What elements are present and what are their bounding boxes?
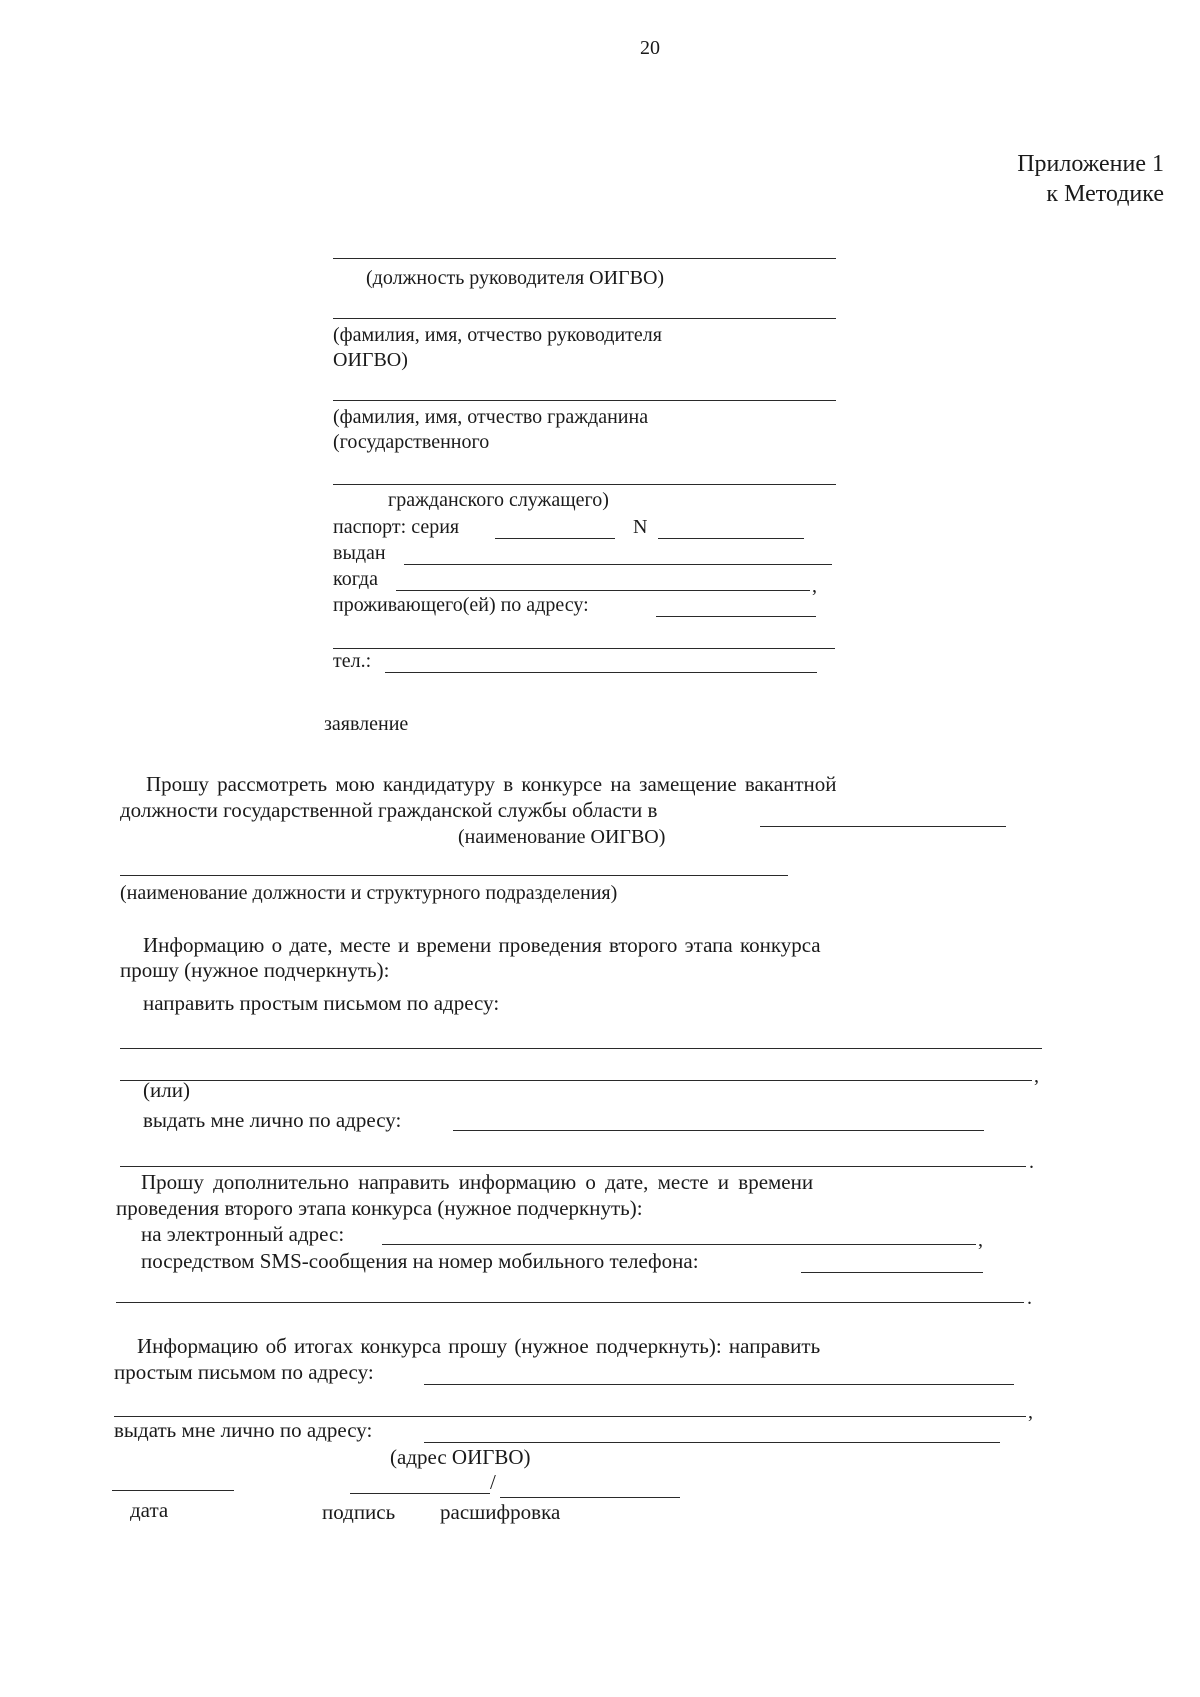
results-in-person-field[interactable] (424, 1442, 1000, 1443)
email-comma: , (978, 1229, 983, 1251)
citizen-caption-3: гражданского служащего) (388, 489, 609, 511)
additional-line-1: Прошу дополнительно направить информацию о дате, месте и времени (141, 1170, 814, 1194)
head-name-caption-1: (фамилия, имя, отчество руководителя (333, 324, 662, 346)
signature-slash: / (490, 1470, 496, 1494)
passport-series-label: паспорт: серия (333, 516, 460, 538)
issued-by-field[interactable] (404, 564, 832, 565)
in-person-address-field-2[interactable] (120, 1166, 1026, 1167)
citizen-name-field[interactable] (333, 400, 836, 401)
additional-sms: посредством SMS-сообщения на номер мобильного телефона: (141, 1249, 699, 1273)
results-in-person: выдать мне лично по адресу: (114, 1418, 373, 1442)
transcript-field[interactable] (500, 1497, 680, 1498)
document-title: заявление (324, 713, 409, 735)
results-mail-field-1[interactable] (424, 1384, 1014, 1385)
citizen-caption-1: (фамилия, имя, отчество гражданина (333, 406, 649, 428)
head-name-caption-2: ОИГВО) (333, 349, 408, 371)
date-caption: дата (130, 1498, 169, 1522)
phone-field[interactable] (385, 672, 817, 673)
residing-address-field[interactable] (656, 616, 816, 617)
passport-number-label: N (633, 516, 648, 538)
org-address-caption: (адрес ОИГВО) (390, 1445, 531, 1469)
citizen-caption-2: (государственного (333, 431, 490, 453)
org-name-caption: (наименование ОИГВО) (458, 826, 666, 848)
appendix-line-2: к Методике (1046, 181, 1164, 207)
transcript-caption: расшифровка (440, 1500, 561, 1524)
position-field[interactable] (120, 875, 788, 876)
mail-address-field-1[interactable] (120, 1048, 1042, 1049)
citizen-name-field-2[interactable] (333, 484, 836, 485)
date-field[interactable] (112, 1490, 234, 1491)
in-person-address-field-1[interactable] (453, 1130, 984, 1131)
second-stage-line-1: Информацию о дате, месте и времени проведения второго этапа конкурса (143, 933, 821, 957)
additional-line-2: проведения второго этапа конкурса (нужное подчеркнуть): (116, 1196, 643, 1220)
results-line-2: простым письмом по адресу: (114, 1360, 374, 1384)
page-number: 20 (640, 37, 660, 59)
head-position-field[interactable] (333, 258, 836, 259)
results-mail-field-2[interactable] (114, 1416, 1026, 1417)
in-person-address-period: . (1029, 1151, 1034, 1173)
issued-when-comma: , (812, 575, 817, 597)
results-mail-comma: , (1028, 1401, 1033, 1423)
request-line-2: должности государственной гражданской службы области в (120, 798, 658, 822)
signature-field[interactable] (350, 1493, 490, 1494)
residing-label: проживающего(ей) по адресу: (333, 594, 589, 616)
issued-when-label: когда (333, 568, 378, 590)
second-stage-in-person: выдать мне лично по адресу: (143, 1108, 402, 1132)
passport-number-field[interactable] (658, 538, 804, 539)
second-stage-by-mail: направить простым письмом по адресу: (143, 991, 500, 1015)
phone-label: тел.: (333, 650, 372, 672)
signature-caption: подпись (322, 1500, 396, 1524)
mail-address-comma: , (1034, 1065, 1039, 1087)
phone-number-period: . (1027, 1287, 1032, 1309)
phone-number-field-2[interactable] (116, 1302, 1024, 1303)
mail-address-field-2[interactable] (120, 1080, 1032, 1081)
position-caption: (наименование должности и структурного подразделения) (120, 882, 618, 904)
email-field[interactable] (382, 1244, 976, 1245)
second-stage-or: (или) (143, 1078, 190, 1102)
head-name-field[interactable] (333, 318, 836, 319)
phone-number-field[interactable] (801, 1272, 983, 1273)
head-position-caption: (должность руководителя ОИГВО) (366, 267, 665, 289)
results-line-1: Информацию об итогах конкурса прошу (нужное подчеркнуть): направить (137, 1334, 821, 1358)
residing-address-field-2[interactable] (333, 648, 835, 649)
issued-by-label: выдан (333, 542, 386, 564)
passport-series-field[interactable] (495, 538, 615, 539)
additional-email: на электронный адрес: (141, 1222, 345, 1246)
second-stage-line-2: прошу (нужное подчеркнуть): (120, 958, 390, 982)
org-name-field[interactable] (760, 826, 1006, 827)
appendix-line-1: Приложение 1 (1017, 151, 1164, 177)
request-line-1: Прошу рассмотреть мою кандидатуру в конкурсе на замещение вакантной (146, 772, 837, 796)
issued-when-field[interactable] (396, 590, 810, 591)
